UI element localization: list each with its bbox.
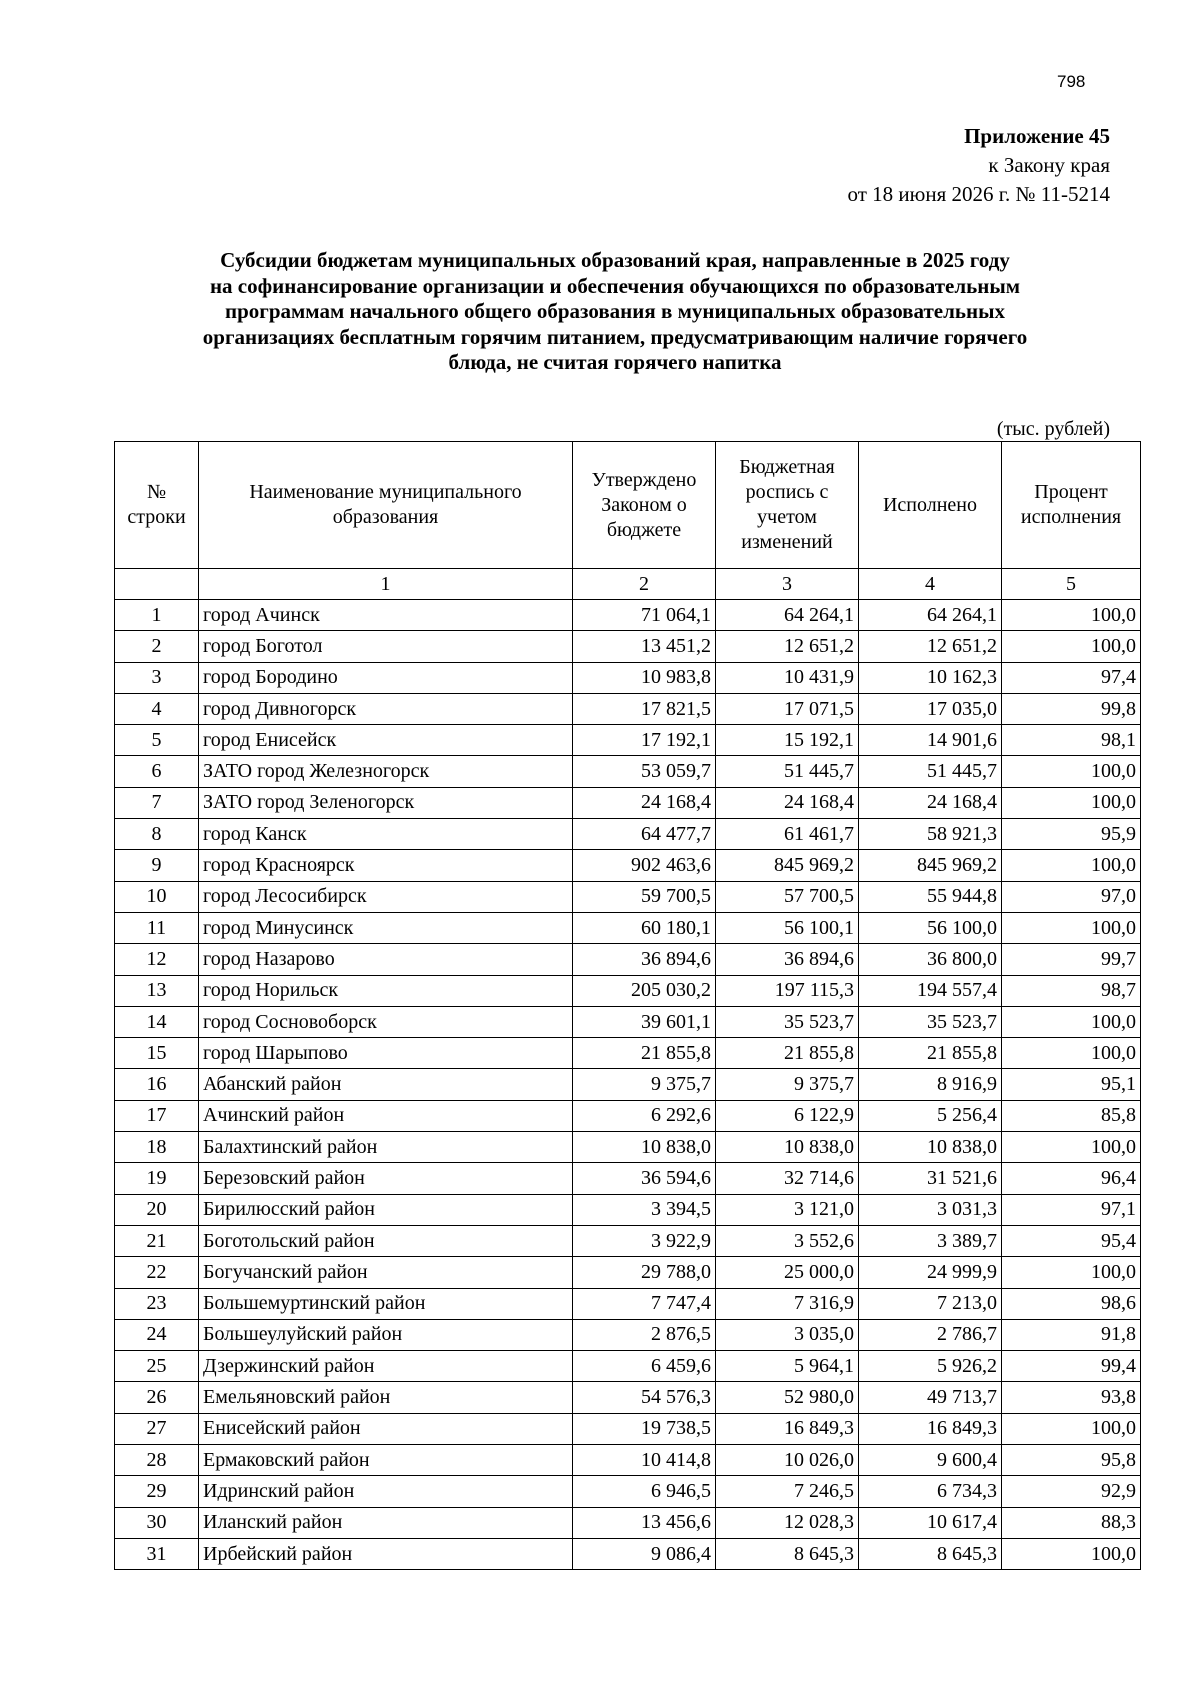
percent-cell: 99,7 <box>1002 944 1141 975</box>
percent-cell: 100,0 <box>1002 600 1141 631</box>
executed-cell: 36 800,0 <box>859 944 1002 975</box>
table-row <box>115 693 1141 724</box>
executed-cell: 10 617,4 <box>859 1507 1002 1538</box>
municipality-name-cell: Дзержинский район <box>199 1351 573 1382</box>
approved-cell: 2 876,5 <box>573 1319 716 1350</box>
approved-cell: 10 983,8 <box>573 662 716 693</box>
appendix-block <box>848 122 1110 209</box>
executed-cell: 8 916,9 <box>859 1069 1002 1100</box>
approved-cell: 7 747,4 <box>573 1288 716 1319</box>
row-number-cell: 13 <box>115 975 199 1006</box>
percent-cell: 95,8 <box>1002 1445 1141 1476</box>
table-row <box>115 1382 1141 1413</box>
table-row <box>115 756 1141 787</box>
schedule-cell: 845 969,2 <box>716 850 859 881</box>
row-number-cell: 20 <box>115 1194 199 1225</box>
executed-cell: 8 645,3 <box>859 1538 1002 1569</box>
schedule-cell: 57 700,5 <box>716 881 859 912</box>
percent-cell: 100,0 <box>1002 1038 1141 1069</box>
schedule-cell: 12 028,3 <box>716 1507 859 1538</box>
municipality-name-cell: Иланский район <box>199 1507 573 1538</box>
percent-cell: 100,0 <box>1002 631 1141 662</box>
table-row <box>115 1038 1141 1069</box>
table-row <box>115 975 1141 1006</box>
schedule-cell: 21 855,8 <box>716 1038 859 1069</box>
table-row <box>115 1132 1141 1163</box>
percent-cell: 92,9 <box>1002 1476 1141 1507</box>
table-row <box>115 1538 1141 1569</box>
table-row <box>115 600 1141 631</box>
municipality-name-cell: Бирилюсский район <box>199 1194 573 1225</box>
executed-cell: 21 855,8 <box>859 1038 1002 1069</box>
municipality-name-cell: город Бородино <box>199 662 573 693</box>
municipality-name-cell: Емельяновский район <box>199 1382 573 1413</box>
percent-cell: 96,4 <box>1002 1163 1141 1194</box>
header-line: Исполнено <box>882 493 978 516</box>
approved-cell: 29 788,0 <box>573 1257 716 1288</box>
executed-cell: 7 213,0 <box>859 1288 1002 1319</box>
municipality-name-cell: ЗАТО город Железногорск <box>199 756 573 787</box>
table-row <box>115 1163 1141 1194</box>
table-row <box>115 1476 1141 1507</box>
header-row <box>115 442 1141 569</box>
table-row <box>115 725 1141 756</box>
row-number-cell: 27 <box>115 1413 199 1444</box>
percent-cell: 100,0 <box>1002 1538 1141 1569</box>
row-number-cell: 31 <box>115 1538 199 1569</box>
table-row <box>115 1006 1141 1037</box>
table-row <box>115 850 1141 881</box>
approved-cell: 902 463,6 <box>573 850 716 881</box>
percent-cell: 100,0 <box>1002 787 1141 818</box>
table-row <box>115 1319 1141 1350</box>
approved-cell: 39 601,1 <box>573 1006 716 1037</box>
approved-cell: 6 459,6 <box>573 1351 716 1382</box>
percent-cell: 95,4 <box>1002 1225 1141 1256</box>
row-number-cell: 6 <box>115 756 199 787</box>
percent-cell: 97,1 <box>1002 1194 1141 1225</box>
schedule-cell: 32 714,6 <box>716 1163 859 1194</box>
executed-cell: 14 901,6 <box>859 725 1002 756</box>
page-number: 798 <box>1057 72 1086 91</box>
row-number-cell: 12 <box>115 944 199 975</box>
schedule-cell: 15 192,1 <box>716 725 859 756</box>
header-line: изменений <box>741 531 833 553</box>
municipality-name-cell: город Енисейск <box>199 725 573 756</box>
appendix-line-3: от 18 июня 2026 г. № 11-5214 <box>847 182 1110 206</box>
approved-cell: 71 064,1 <box>573 600 716 631</box>
percent-cell: 100,0 <box>1002 756 1141 787</box>
schedule-cell: 7 246,5 <box>716 1476 859 1507</box>
executed-cell: 55 944,8 <box>859 881 1002 912</box>
header-line: Процент <box>1034 481 1108 503</box>
percent-cell: 95,9 <box>1002 819 1141 850</box>
municipality-name-cell: город Красноярск <box>199 850 573 881</box>
row-number-cell: 5 <box>115 725 199 756</box>
schedule-cell: 10 431,9 <box>716 662 859 693</box>
title-line: Субсидии бюджетам муниципальных образований края, направленные в 2025 году <box>220 248 1010 272</box>
row-number-cell: 23 <box>115 1288 199 1319</box>
schedule-cell: 8 645,3 <box>716 1538 859 1569</box>
row-number-cell: 26 <box>115 1382 199 1413</box>
approved-cell: 53 059,7 <box>573 756 716 787</box>
units-label: (тыс. рублей) <box>996 418 1110 440</box>
approved-cell: 19 738,5 <box>573 1413 716 1444</box>
municipality-name-cell: Ермаковский район <box>199 1445 573 1476</box>
row-number-cell: 19 <box>115 1163 199 1194</box>
schedule-cell: 10 838,0 <box>716 1132 859 1163</box>
row-number-cell: 11 <box>115 912 199 943</box>
approved-cell: 59 700,5 <box>573 881 716 912</box>
percent-cell: 93,8 <box>1002 1382 1141 1413</box>
municipality-name-cell: Ирбейский район <box>199 1538 573 1569</box>
table-row <box>115 944 1141 975</box>
executed-cell: 12 651,2 <box>859 631 1002 662</box>
title-line: на софинансирование организации и обеспечения обучающихся по образовательным <box>209 273 1021 298</box>
table-row <box>115 1413 1141 1444</box>
executed-cell: 24 999,9 <box>859 1257 1002 1288</box>
percent-cell: 95,1 <box>1002 1069 1141 1100</box>
table-row <box>115 1257 1141 1288</box>
row-number-cell: 16 <box>115 1069 199 1100</box>
approved-cell: 3 394,5 <box>573 1194 716 1225</box>
municipality-name-cell: Ачинский район <box>199 1100 573 1131</box>
schedule-cell: 197 115,3 <box>716 975 859 1006</box>
appendix-line-2: к Закону края <box>988 153 1110 177</box>
executed-cell: 64 264,1 <box>859 600 1002 631</box>
column-index-row <box>115 569 1141 600</box>
header-line: роспись с <box>745 481 829 503</box>
table-row <box>115 1225 1141 1256</box>
header-line: Законом о <box>601 493 687 516</box>
executed-cell: 5 926,2 <box>859 1351 1002 1382</box>
approved-cell: 9 086,4 <box>573 1538 716 1569</box>
appendix-title: Приложение 45 <box>964 124 1110 148</box>
document-title <box>115 248 1115 376</box>
subsidy-table <box>114 441 1141 1570</box>
percent-cell: 99,8 <box>1002 693 1141 724</box>
schedule-cell: 12 651,2 <box>716 631 859 662</box>
approved-cell: 13 456,6 <box>573 1507 716 1538</box>
row-number-cell: 2 <box>115 631 199 662</box>
row-number-cell: 1 <box>115 600 199 631</box>
schedule-cell: 52 980,0 <box>716 1382 859 1413</box>
table-row <box>115 1351 1141 1382</box>
header-approved-by-law <box>573 442 716 569</box>
row-number-cell: 15 <box>115 1038 199 1069</box>
percent-cell: 100,0 <box>1002 1257 1141 1288</box>
row-number-cell: 21 <box>115 1225 199 1256</box>
executed-cell: 31 521,6 <box>859 1163 1002 1194</box>
title-line: блюда, не считая горячего напитка <box>448 350 782 374</box>
percent-cell: 100,0 <box>1002 912 1141 943</box>
percent-cell: 99,4 <box>1002 1351 1141 1382</box>
approved-cell: 10 414,8 <box>573 1445 716 1476</box>
column-index-cell: 2 <box>573 569 716 600</box>
title-line: программам начального общего образования в муниципальных образовательных <box>225 299 1005 323</box>
municipality-name-cell: город Шарыпово <box>199 1038 573 1069</box>
table-row <box>115 631 1141 662</box>
executed-cell: 56 100,0 <box>859 912 1002 943</box>
table-row <box>115 1288 1141 1319</box>
approved-cell: 13 451,2 <box>573 631 716 662</box>
executed-cell: 3 389,7 <box>859 1225 1002 1256</box>
municipality-name-cell: город Боготол <box>199 631 573 662</box>
municipality-name-cell: город Норильск <box>199 975 573 1006</box>
row-number-cell: 24 <box>115 1319 199 1350</box>
table-row <box>115 662 1141 693</box>
approved-cell: 60 180,1 <box>573 912 716 943</box>
title-line: организациях бесплатным горячим питанием, предусматривающим наличие горячего <box>202 324 1028 349</box>
table-row <box>115 1507 1141 1538</box>
header-line: бюджете <box>606 518 682 541</box>
table-row <box>115 881 1141 912</box>
header-line: учетом <box>757 506 817 528</box>
table-row <box>115 1069 1141 1100</box>
approved-cell: 6 946,5 <box>573 1476 716 1507</box>
header-execution-percent <box>1002 442 1141 569</box>
percent-cell: 100,0 <box>1002 1006 1141 1037</box>
municipality-name-cell: город Минусинск <box>199 912 573 943</box>
table-body <box>115 600 1141 1570</box>
approved-cell: 9 375,7 <box>573 1069 716 1100</box>
table-row <box>115 1194 1141 1225</box>
header-line: Бюджетная <box>739 456 835 478</box>
schedule-cell: 5 964,1 <box>716 1351 859 1382</box>
row-number-cell: 14 <box>115 1006 199 1037</box>
approved-cell: 64 477,7 <box>573 819 716 850</box>
header-line: № <box>146 481 167 503</box>
approved-cell: 36 594,6 <box>573 1163 716 1194</box>
schedule-cell: 3 035,0 <box>716 1319 859 1350</box>
executed-cell: 24 168,4 <box>859 787 1002 818</box>
municipality-name-cell: город Назарово <box>199 944 573 975</box>
row-number-cell: 4 <box>115 693 199 724</box>
percent-cell: 91,8 <box>1002 1319 1141 1350</box>
executed-cell: 2 786,7 <box>859 1319 1002 1350</box>
municipality-name-cell: город Сосновоборск <box>199 1006 573 1037</box>
schedule-cell: 51 445,7 <box>716 756 859 787</box>
municipality-name-cell: Енисейский район <box>199 1413 573 1444</box>
row-number-cell: 9 <box>115 850 199 881</box>
municipality-name-cell: Балахтинский район <box>199 1132 573 1163</box>
approved-cell: 10 838,0 <box>573 1132 716 1163</box>
executed-cell: 58 921,3 <box>859 819 1002 850</box>
percent-cell: 98,7 <box>1002 975 1141 1006</box>
row-number-cell: 8 <box>115 819 199 850</box>
approved-cell: 3 922,9 <box>573 1225 716 1256</box>
row-number-cell: 10 <box>115 881 199 912</box>
header-executed <box>859 442 1002 569</box>
approved-cell: 17 192,1 <box>573 725 716 756</box>
schedule-cell: 7 316,9 <box>716 1288 859 1319</box>
percent-cell: 97,0 <box>1002 881 1141 912</box>
municipality-name-cell: Боготольский район <box>199 1225 573 1256</box>
approved-cell: 6 292,6 <box>573 1100 716 1131</box>
municipality-name-cell: Абанский район <box>199 1069 573 1100</box>
header-line: образования <box>332 506 439 528</box>
municipality-name-cell: Богучанский район <box>199 1257 573 1288</box>
schedule-cell: 56 100,1 <box>716 912 859 943</box>
column-index-cell: 1 <box>199 569 573 600</box>
percent-cell: 100,0 <box>1002 850 1141 881</box>
municipality-name-cell: город Дивногорск <box>199 693 573 724</box>
row-number-cell: 25 <box>115 1351 199 1382</box>
approved-cell: 21 855,8 <box>573 1038 716 1069</box>
schedule-cell: 3 552,6 <box>716 1225 859 1256</box>
column-index-cell: 5 <box>1002 569 1141 600</box>
municipality-name-cell: город Ачинск <box>199 600 573 631</box>
schedule-cell: 35 523,7 <box>716 1006 859 1037</box>
column-index-cell: 3 <box>716 569 859 600</box>
executed-cell: 35 523,7 <box>859 1006 1002 1037</box>
municipality-name-cell: город Канск <box>199 819 573 850</box>
column-index-cell <box>115 569 199 600</box>
schedule-cell: 6 122,9 <box>716 1100 859 1131</box>
header-line: исполнения <box>1020 506 1122 528</box>
percent-cell: 98,1 <box>1002 725 1141 756</box>
municipality-name-cell: Большемуртинский район <box>199 1288 573 1319</box>
table-row <box>115 787 1141 818</box>
executed-cell: 6 734,3 <box>859 1476 1002 1507</box>
executed-cell: 194 557,4 <box>859 975 1002 1006</box>
row-number-cell: 18 <box>115 1132 199 1163</box>
executed-cell: 10 162,3 <box>859 662 1002 693</box>
row-number-cell: 7 <box>115 787 199 818</box>
header-budget-schedule <box>716 442 859 569</box>
percent-cell: 85,8 <box>1002 1100 1141 1131</box>
schedule-cell: 64 264,1 <box>716 600 859 631</box>
row-number-cell: 3 <box>115 662 199 693</box>
executed-cell: 9 600,4 <box>859 1445 1002 1476</box>
executed-cell: 845 969,2 <box>859 850 1002 881</box>
percent-cell: 100,0 <box>1002 1413 1141 1444</box>
table-row <box>115 819 1141 850</box>
executed-cell: 49 713,7 <box>859 1382 1002 1413</box>
table-row <box>115 1100 1141 1131</box>
row-number-cell: 29 <box>115 1476 199 1507</box>
header-line: Наименование муниципального <box>249 481 522 503</box>
municipality-name-cell: город Лесосибирск <box>199 881 573 912</box>
row-number-cell: 30 <box>115 1507 199 1538</box>
table-row <box>115 912 1141 943</box>
schedule-cell: 25 000,0 <box>716 1257 859 1288</box>
percent-cell: 98,6 <box>1002 1288 1141 1319</box>
schedule-cell: 16 849,3 <box>716 1413 859 1444</box>
executed-cell: 10 838,0 <box>859 1132 1002 1163</box>
percent-cell: 97,4 <box>1002 662 1141 693</box>
schedule-cell: 61 461,7 <box>716 819 859 850</box>
table-row <box>115 1445 1141 1476</box>
executed-cell: 3 031,3 <box>859 1194 1002 1225</box>
header-row-number <box>115 442 199 569</box>
approved-cell: 54 576,3 <box>573 1382 716 1413</box>
row-number-cell: 22 <box>115 1257 199 1288</box>
approved-cell: 36 894,6 <box>573 944 716 975</box>
schedule-cell: 10 026,0 <box>716 1445 859 1476</box>
schedule-cell: 9 375,7 <box>716 1069 859 1100</box>
approved-cell: 205 030,2 <box>573 975 716 1006</box>
executed-cell: 17 035,0 <box>859 693 1002 724</box>
municipality-name-cell: ЗАТО город Зеленогорск <box>199 787 573 818</box>
approved-cell: 24 168,4 <box>573 787 716 818</box>
approved-cell: 17 821,5 <box>573 693 716 724</box>
executed-cell: 5 256,4 <box>859 1100 1002 1131</box>
row-number-cell: 17 <box>115 1100 199 1131</box>
row-number-cell: 28 <box>115 1445 199 1476</box>
schedule-cell: 24 168,4 <box>716 787 859 818</box>
municipality-name-cell: Большеулуйский район <box>199 1319 573 1350</box>
schedule-cell: 17 071,5 <box>716 693 859 724</box>
header-municipality-name <box>199 442 573 569</box>
header-line: Утверждено <box>591 468 697 491</box>
percent-cell: 88,3 <box>1002 1507 1141 1538</box>
municipality-name-cell: Березовский район <box>199 1163 573 1194</box>
column-index-cell: 4 <box>859 569 1002 600</box>
executed-cell: 16 849,3 <box>859 1413 1002 1444</box>
percent-cell: 100,0 <box>1002 1132 1141 1163</box>
schedule-cell: 36 894,6 <box>716 944 859 975</box>
executed-cell: 51 445,7 <box>859 756 1002 787</box>
header-line: строки <box>127 506 186 528</box>
municipality-name-cell: Идринский район <box>199 1476 573 1507</box>
schedule-cell: 3 121,0 <box>716 1194 859 1225</box>
